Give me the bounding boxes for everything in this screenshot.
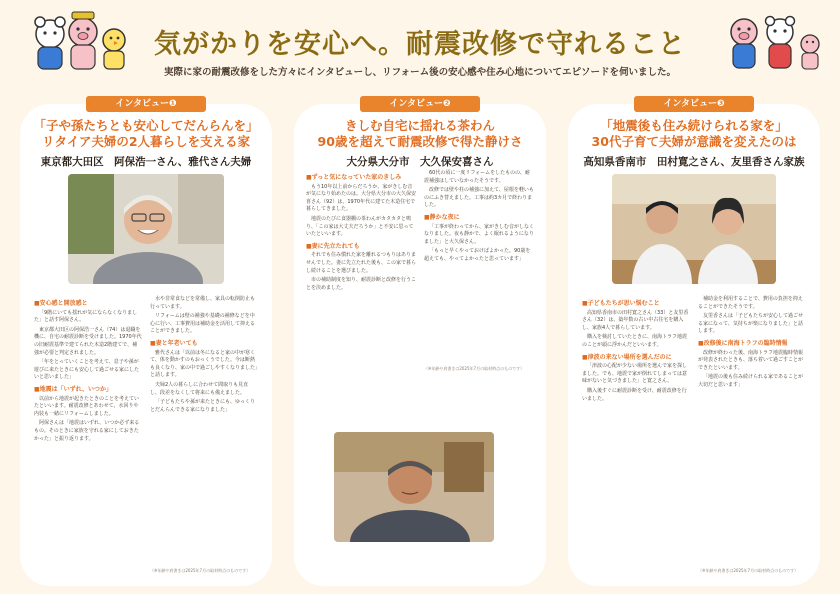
section-heading: ■改修後に南海トラフの臨時情報 xyxy=(698,339,788,347)
paragraph: 以前から地震が起きたときのことを考えていたといいます。耐震改修とあわせて、水回りや内装も一緒にリフォームしました。 xyxy=(34,395,140,417)
paragraph: もう10年以上前からだろうか。家がきしむ音が気になり始めたのは。大分県大分市の大久保安喜さん（92）は、1970年代に建てた木造住宅で暮らしてきました。 xyxy=(306,183,417,213)
section-heading: ■地震は「いずれ、いつか」 xyxy=(34,385,113,393)
paragraph: 「工事が終わってから、家がきしむ音がしなくなりました。夜も静かで、よく眠れるようになりました」と大久保さん。 xyxy=(424,223,534,245)
interview-photo xyxy=(334,432,494,542)
interview-photo xyxy=(612,174,776,284)
footnote: （※年齢や肩書きは2025年7月の取材時点のものです） xyxy=(698,568,799,573)
paragraph: 補助金を利用することで、費用の負担を抑えることができたそうです。 xyxy=(698,296,803,310)
paragraph: 「子どもたちや孫が来たときにも、ゆっくりとだんらんできる家になりました」 xyxy=(150,399,255,413)
interview-title-line: きしむ自宅に揺れる茶わん xyxy=(344,118,495,133)
paragraph: 「津波の心配が少ない場所を選んで家を探しました。でも、地震で家が倒れてしまっては意味がないと気づきました」と寛之さん。 xyxy=(582,363,688,385)
interview-title-line: 30代子育て夫婦が意識を変えたのは xyxy=(591,134,797,149)
page-title: 気がかりを安心へ。耐震改修で守れること xyxy=(154,29,686,60)
interview-title-line: 90歳を超えて耐震改修で得た静けさ xyxy=(317,134,523,149)
interview-card-2 xyxy=(294,99,546,586)
paragraph: 高知県香南市の田村寛之さん（33）と友里香さん（32）は、築年数の古い中古住宅を購入し、家族4人で暮らしています。 xyxy=(582,309,689,331)
interview-title-line: 「子や孫たちとも安心してだんらんを」 xyxy=(33,118,259,133)
paragraph: リフォームは壁の補強や基礎の補修などを中心に行い、工事費用は補助金を活用して抑えることができました。 xyxy=(150,313,256,335)
interview-tag: インタビュー❸ xyxy=(634,96,754,112)
section-heading: ■ずっと気になっていた家のきしみ xyxy=(306,174,402,181)
interview-title xyxy=(26,118,266,150)
interview-title xyxy=(574,118,814,150)
paragraph: 阿保さんは「地震はいずれ、いつか必ず来るもの。そのときに家族を守れる家にしておきたかった」と振り返ります。 xyxy=(34,420,140,442)
interview-card-1 xyxy=(20,99,272,586)
section-heading: ■静かな夜に xyxy=(424,213,460,221)
paragraph: 水や非常食などを常備し、家具の転倒防止も行っています。 xyxy=(150,296,256,310)
paragraph: それでも住み慣れた家を離れるつもりはありませんでした。妻に先立たれた後も、この家で暮らし続けることを選びました。 xyxy=(306,252,417,274)
paragraph: 購入を検討していたときに、南海トラフ地震のことが頭に浮かんだといいます。 xyxy=(582,334,688,348)
interview-text-column xyxy=(306,170,416,294)
interviewee-name: 東京都大田区 阿保浩一さん、雅代さん夫婦 xyxy=(40,156,252,168)
interview-photo xyxy=(68,174,224,284)
section-heading: ■子どもたちが思い悩むこと xyxy=(582,300,660,307)
interview-card-3 xyxy=(568,99,820,586)
section-heading: ■安心感と開放感と xyxy=(34,300,88,307)
interviewee-name: 高知県香南市 田村寛之さん、友里香さん家族 xyxy=(583,156,805,168)
paragraph: 夫婦2人の暮らしに合わせて間取りも見直し、段差をなくして将来にも備えました。 xyxy=(150,381,249,396)
section-heading: ■妻に先立たれても xyxy=(306,242,360,250)
interview-text-column xyxy=(34,296,142,445)
page-subtitle: 実際に家の耐震改修をした方々にインタビューし、リフォーム後の安心感や住み心地についてエピソードを伺いました。 xyxy=(164,67,676,78)
interview-tag: インタビュー❷ xyxy=(360,96,480,112)
footnote: （※年齢や肩書きは2025年7月の取材時点のものです） xyxy=(150,568,251,573)
interview-title-line: リタイア夫婦の2人暮らしを支える家 xyxy=(41,134,251,149)
interview-text-column xyxy=(698,296,806,392)
interview-title-line: 「地震後も住み続けられる家を」 xyxy=(600,118,788,133)
paragraph: 友里香さんは「子どもたちが安心して過ごせる家になって、気持ちが楽になりました」と話します。 xyxy=(698,313,804,335)
paragraph: 地震のたびに食器棚の茶わんがカタカタと鳴り、「この家は大丈夫だろうか」と不安に思っていたといいます。 xyxy=(306,215,414,238)
paragraph: 市の補助制度を知り、耐震診断と改修を行うことを決めました。 xyxy=(306,277,417,291)
interviewee-name: 大分県大分市 大久保安喜さん xyxy=(346,156,494,168)
paragraph: 「9階にいても揺れが気にならなくなりました」と話す阿保さん。 xyxy=(34,309,138,324)
paragraph: 改修では壁や柱の補強に加えて、屋根を軽いものにふき替えました。工事は約3カ月で終わりました。 xyxy=(424,187,534,209)
paragraph: 「年をとっていくことを考えて、息子や孫が遊びに来たときにも安心して過ごせる家にしたいと思いました」 xyxy=(34,359,140,381)
interview-text-column xyxy=(424,170,534,266)
interview-text-column xyxy=(150,296,258,416)
paragraph: 雅代さんは「以前は冬になると家の中が寒くて、体を動かすのもおっくうでした。今は断熱も良くなり、家の中で過ごしやすくなりました」と話します。 xyxy=(150,349,258,379)
interview-tag: インタビュー❶ xyxy=(86,96,206,112)
section-heading: ■妻と年老いても xyxy=(150,339,198,347)
paragraph: 改修が終わった後、南海トラフ地震臨時情報が発表されたときも、落ち着いて過ごすことができたといいます。 xyxy=(698,349,804,371)
paragraph: 60代の頃に一度リフォームをしたものの、耐震補強はしていなかったそうです。 xyxy=(424,170,530,184)
paragraph: 東京都大田区の阿保浩一さん（74）は退職を機に、自宅の耐震診断を受けました。1970年代の旧耐震基準で建てられた木造2階建てで、補強が必要と判定されました。 xyxy=(34,326,142,356)
footnote: （※年齢や肩書きは2025年7月の取材時点のものです） xyxy=(424,366,525,371)
paragraph: 「もっと早くやっておけばよかった。90歳を超えても、やってよかったと思っています」 xyxy=(424,248,531,262)
interview-text-column xyxy=(582,296,690,405)
paragraph: 購入後すぐに耐震診断を受け、耐震改修を行いました。 xyxy=(582,387,687,402)
interview-title xyxy=(300,118,540,150)
paragraph: 「地震の後も住み続けられる家であることが大切だと思います」 xyxy=(698,374,804,388)
section-heading: ■津波の来ない場所を選んだのに xyxy=(582,353,672,361)
